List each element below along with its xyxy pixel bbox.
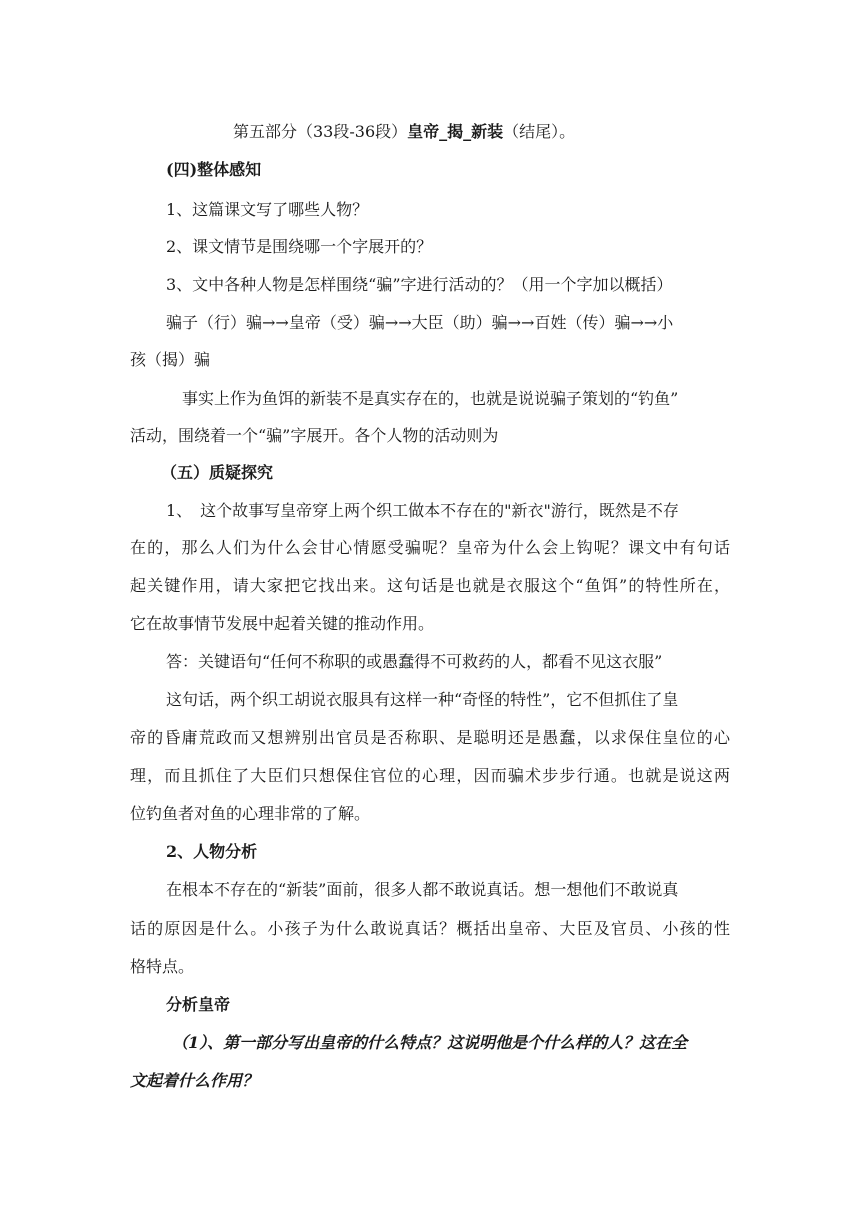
heading-analyze-emperor: 分析皇帝 (166, 995, 231, 1014)
heading-character-analysis: 2、人物分析 (166, 842, 258, 861)
inquiry-1-line-4: 它在故事情节发展中起着关键的推动作用。 (130, 614, 435, 633)
character-paragraph-line-1: 在根本不存在的“新装”面前，很多人都不敢说真话。想一想他们不敢说真 (166, 880, 679, 899)
explanation-line-2: 帝的昏庸荒政而又想辨别出官员是否称职、是聪明还是愚蠢，以求保住皇位的心 (130, 728, 730, 747)
question-1: 1、这篇课文写了哪些人物？ (166, 200, 369, 219)
question-3: 3、文中各种人物是怎样围绕“骗”字进行活动的？（用一个字加以概括） (166, 275, 673, 294)
fact-paragraph-line-2: 活动，围绕着一个“骗”字展开。各个人物的活动则为 (130, 426, 499, 445)
section-five-prefix: 第五部分（33段-36段） (233, 122, 408, 141)
question-2: 2、课文情节是围绕哪一个字展开的？ (166, 237, 433, 256)
character-paragraph-line-2: 话的原因是什么。小孩子为什么敢说真话？概括出皇帝、大臣及官员、小孩的性 (130, 919, 730, 938)
emperor-question-line-2: 文起着什么作用？ (130, 1071, 259, 1090)
explanation-line-1: 这句话，两个织工胡说衣服具有这样一种“奇怪的特性”，它不但抓住了皇 (166, 690, 679, 709)
section-five-suffix: （结尾）。 (503, 122, 576, 141)
explanation-line-4: 位钓鱼者对鱼的心理非常的了解。 (130, 804, 371, 823)
fact-paragraph-line-1: 事实上作为鱼饵的新装不是真实存在的，也就是说说骗子策划的“钓鱼” (182, 389, 679, 408)
deception-chain-line-2: 孩（揭）骗 (130, 350, 211, 369)
answer-line: 答：关键语句“任何不称职的或愚蠢得不可救药的人，都看不见这衣服” (166, 652, 663, 671)
inquiry-1-line-1: 1、 这个故事写皇帝穿上两个织工做本不存在的"新衣"游行，既然是不存 (166, 501, 679, 520)
heading-overall-perception: (四)整体感知 (166, 160, 262, 179)
emperor-question-line-1: （1）、第一部分写出皇帝的什么特点？这说明他是个什么样的人？这在全 (172, 1033, 688, 1052)
explanation-line-3: 理，而且抓住了大臣们只想保住官位的心理，因而骗术步步行通。也就是说这两 (130, 766, 730, 785)
character-paragraph-line-3: 格特点。 (130, 957, 195, 976)
inquiry-1-line-3: 起关键作用，请大家把它找出来。这句话是也就是衣服这个“鱼饵”的特性所在， (130, 576, 730, 595)
inquiry-1-line-2: 在的，那么人们为什么会甘心情愿受骗呢？皇帝为什么会上钩呢？课文中有句话 (130, 538, 730, 557)
heading-inquiry: （五）质疑探究 (161, 463, 274, 482)
section-five-line (233, 122, 575, 142)
section-five-title: 皇帝_揭_新装 (407, 122, 504, 141)
deception-chain-line-1: 骗子（行）骗→→皇帝（受）骗→→大臣（助）骗→→百姓（传）骗→→小 (166, 313, 674, 332)
